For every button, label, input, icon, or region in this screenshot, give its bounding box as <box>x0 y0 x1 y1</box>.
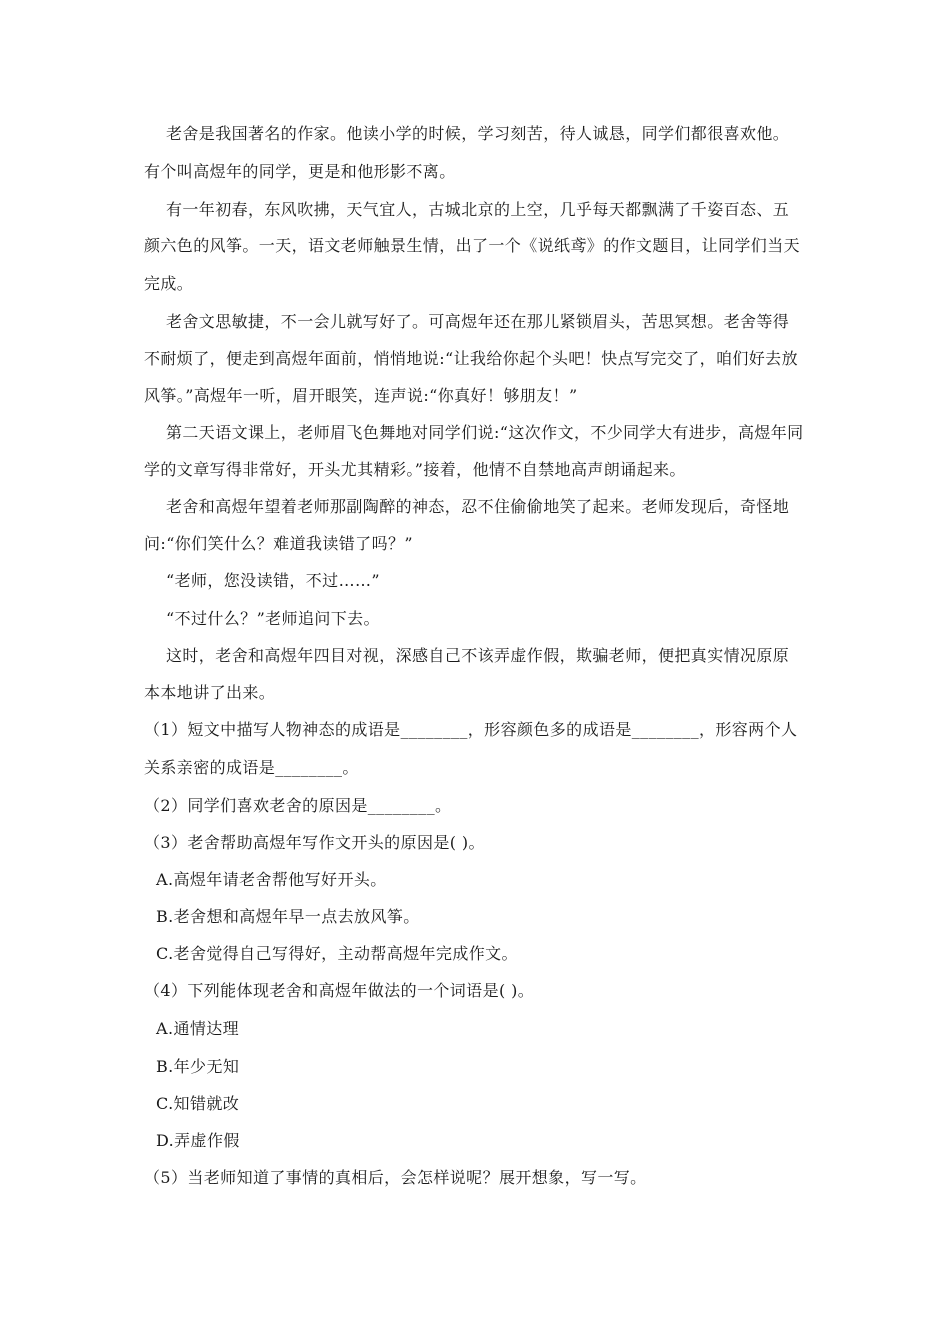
passage-line: 这时，老舍和高煜年四目对视，深感自己不该弄虚作假，欺骗老师，便把真实情况原原 <box>166 646 790 665</box>
passage-line: 有个叫高煜年的同学，更是和他形影不离。 <box>144 162 456 181</box>
passage-line: 风筝。”高煜年一听，眉开眼笑，连声说:“你真好！够朋友！” <box>144 386 578 405</box>
passage-line: 有一年初春，东风吹拂，天气宜人，古城北京的上空，几乎每天都飘满了千姿百态、五 <box>166 200 790 219</box>
passage-line: 老舍文思敏捷，不一会儿就写好了。可高煜年还在那儿紧锁眉头，苦思冥想。老舍等得 <box>166 312 790 331</box>
passage-line: “不过什么？”老师追问下去。 <box>166 609 380 628</box>
question-1-cont: 关系亲密的成语是________。 <box>144 758 359 777</box>
question-5: （5）当老师知道了事情的真相后，会怎样说呢？展开想象，写一写。 <box>144 1168 647 1187</box>
question-4: （4）下列能体现老舍和高煜年做法的一个词语是( )。 <box>144 981 535 1000</box>
question-3: （3）老舍帮助高煜年写作文开头的原因是( )。 <box>144 833 485 852</box>
question-1: （1）短文中描写人物神态的成语是________，形容颜色多的成语是________，形容两个人 <box>144 720 798 739</box>
question-4-option-d: D.弄虚作假 <box>156 1131 240 1150</box>
passage-line: 第二天语文课上，老师眉飞色舞地对同学们说:“这次作文，不少同学大有进步，高煜年同 <box>166 423 804 442</box>
passage-line: 本本地讲了出来。 <box>144 683 276 702</box>
passage-line: 不耐烦了，便走到高煜年面前，悄悄地说:“让我给你起个头吧！快点写完交了，咱们好去放 <box>144 349 798 368</box>
passage-line: 老舍和高煜年望着老师那副陶醉的神态，忍不住偷偷地笑了起来。老师发现后，奇怪地 <box>166 497 790 516</box>
passage-line: 颜六色的风筝。一天，语文老师触景生情，出了一个《说纸鸢》的作文题目，让同学们当天 <box>144 236 801 255</box>
passage-line: 学的文章写得非常好，开头尤其精彩。”接着，他情不自禁地高声朗诵起来。 <box>144 460 686 479</box>
question-4-option-a: A.通情达理 <box>156 1019 240 1038</box>
passage-line: “老师，您没读错，不过……” <box>166 571 380 590</box>
question-2: （2）同学们喜欢老舍的原因是________。 <box>144 796 452 815</box>
passage-line: 完成。 <box>144 274 194 293</box>
question-3-option-b: B.老舍想和高煜年早一点去放风筝。 <box>156 907 420 926</box>
passage-line: 老舍是我国著名的作家。他读小学的时候，学习刻苦，待人诚恳，同学们都很喜欢他。 <box>166 124 790 143</box>
question-4-option-c: C.知错就改 <box>156 1094 240 1113</box>
passage-line: 问:“你们笑什么？难道我读错了吗？” <box>144 534 413 553</box>
question-3-option-a: A.高煜年请老舍帮他写好开头。 <box>156 870 387 889</box>
question-3-option-c: C.老舍觉得自己写得好，主动帮高煜年完成作文。 <box>156 944 518 963</box>
question-4-option-b: B.年少无知 <box>156 1057 240 1076</box>
